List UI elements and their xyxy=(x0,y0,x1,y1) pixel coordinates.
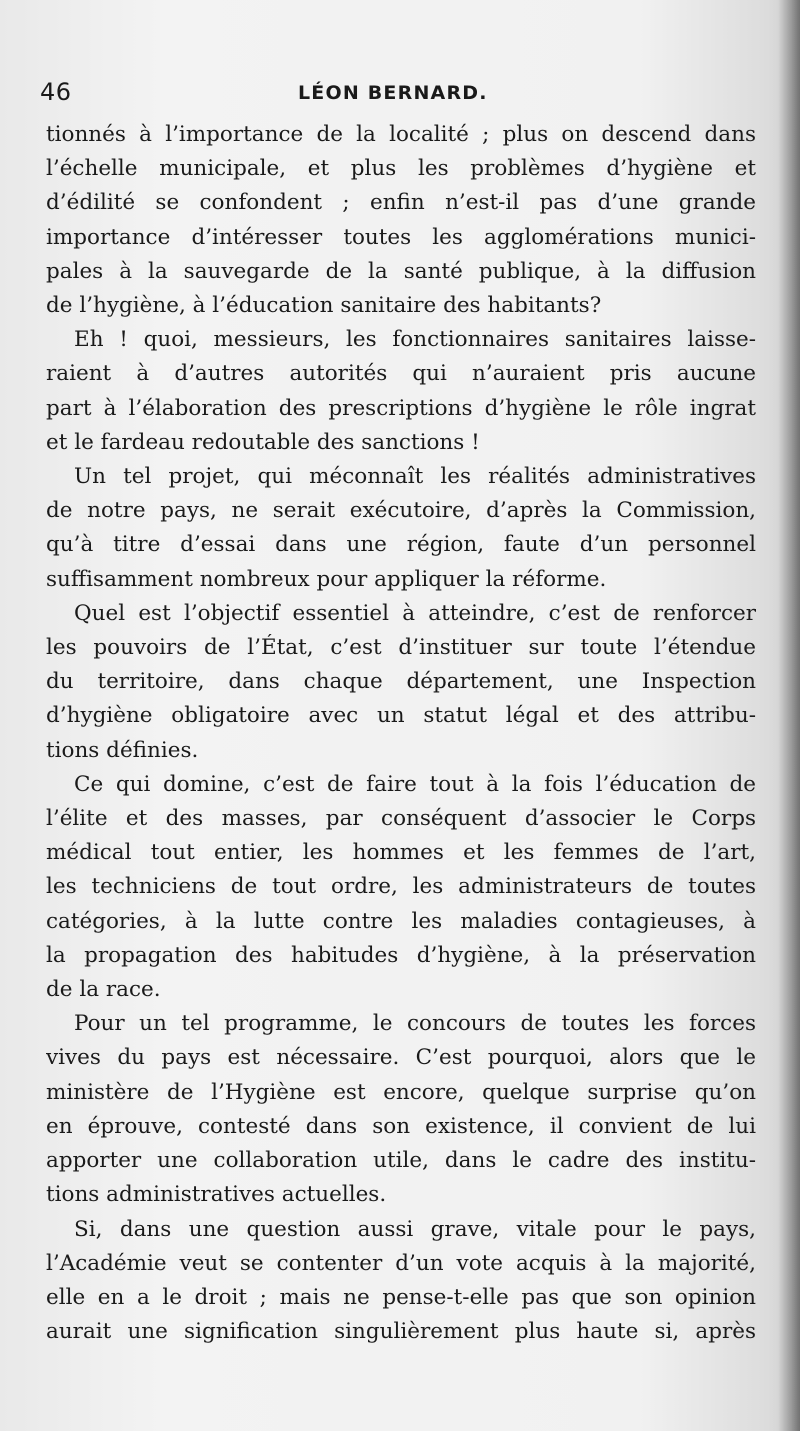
text-line: d’édilité se confondent ; enfin n’est-il pas d’une grande xyxy=(46,190,756,216)
text-line: importance d’intéresser toutes les agglomérations munici- xyxy=(46,224,756,250)
text-line: de notre pays, ne serait exécutoire, d’après la Commission, xyxy=(46,498,756,524)
text-line: elle en a le droit ; mais ne pense-t-elle pas que son opinion xyxy=(46,1284,756,1310)
text-line: du territoire, dans chaque département, une Inspection xyxy=(46,669,756,695)
text-line: pales à la sauvegarde de la santé publique, à la diffusion xyxy=(46,258,756,284)
text-line: et le fardeau redoutable des sanctions ! xyxy=(46,429,480,455)
text-line: médical tout entier, les hommes et les femmes de l’art, xyxy=(46,840,756,866)
text-line: ministère de l’Hygiène est encore, quelque surprise qu’on xyxy=(46,1079,756,1105)
text-line: l’élite et des masses, par conséquent d’associer le Corps xyxy=(46,806,756,832)
text-line: les pouvoirs de l’État, c’est d’instituer sur toute l’étendue xyxy=(46,635,756,661)
text-line: la propagation des habitudes d’hygiène, à la préservation xyxy=(46,942,756,968)
text-line: l’échelle municipale, et plus les problèmes d’hygiène et xyxy=(46,156,756,182)
text-line: suffisamment nombreux pour appliquer la réforme. xyxy=(46,566,607,592)
text-line: l’Académie veut se contenter d’un vote acquis à la majorité, xyxy=(46,1250,756,1276)
text-line: Si, dans une question aussi grave, vitale pour le pays, xyxy=(74,1216,756,1242)
body-text xyxy=(46,118,756,1349)
text-line: de la race. xyxy=(46,977,161,1003)
page-header xyxy=(40,78,760,118)
text-line: tionnés à l’importance de la localité ; plus on descend dans xyxy=(46,122,756,147)
text-line: Quel est l’objectif essentiel à atteindre, c’est de renforcer xyxy=(74,600,756,626)
text-line: Eh ! quoi, messieurs, les fonctionnaires sanitaires laisse- xyxy=(74,327,756,353)
text-line: de l’hygiène, à l’éducation sanitaire des habitants? xyxy=(46,293,602,319)
text-line: vives du pays est nécessaire. C’est pourquoi, alors que le xyxy=(46,1045,756,1071)
text-line: raient à d’autres autorités qui n’auraient pris aucune xyxy=(46,361,756,387)
text-line: aurait une signification singulièrement plus haute si, après xyxy=(46,1319,756,1345)
text-line: Ce qui domine, c’est de faire tout à la fois l’éducation de xyxy=(74,771,756,797)
page-edge-shadow xyxy=(778,0,800,1431)
text-line: en éprouve, contesté dans son existence, il convient de lui xyxy=(46,1113,756,1139)
text-line: tions définies. xyxy=(46,737,199,763)
text-line: catégories, à la lutte contre les maladies contagieuses, à xyxy=(46,908,756,934)
text-line: les techniciens de tout ordre, les administrateurs de toutes xyxy=(46,874,756,900)
text-line: qu’à titre d’essai dans une région, faute d’un personnel xyxy=(46,532,756,558)
text-line: Un tel projet, qui méconnaît les réalités administratives xyxy=(74,464,756,490)
text-line: Pour un tel programme, le concours de toutes les forces xyxy=(74,1011,756,1037)
page-number: 46 xyxy=(40,78,72,106)
text-line: tions administratives actuelles. xyxy=(46,1182,387,1208)
text-line: apporter une collaboration utile, dans le cadre des institu- xyxy=(46,1148,756,1174)
text-line: part à l’élaboration des prescriptions d’hygiène le rôle ingrat xyxy=(46,395,756,421)
running-head: LÉON BERNARD. xyxy=(298,82,488,104)
text-line: d’hygiène obligatoire avec un statut légal et des attribu- xyxy=(46,703,756,729)
